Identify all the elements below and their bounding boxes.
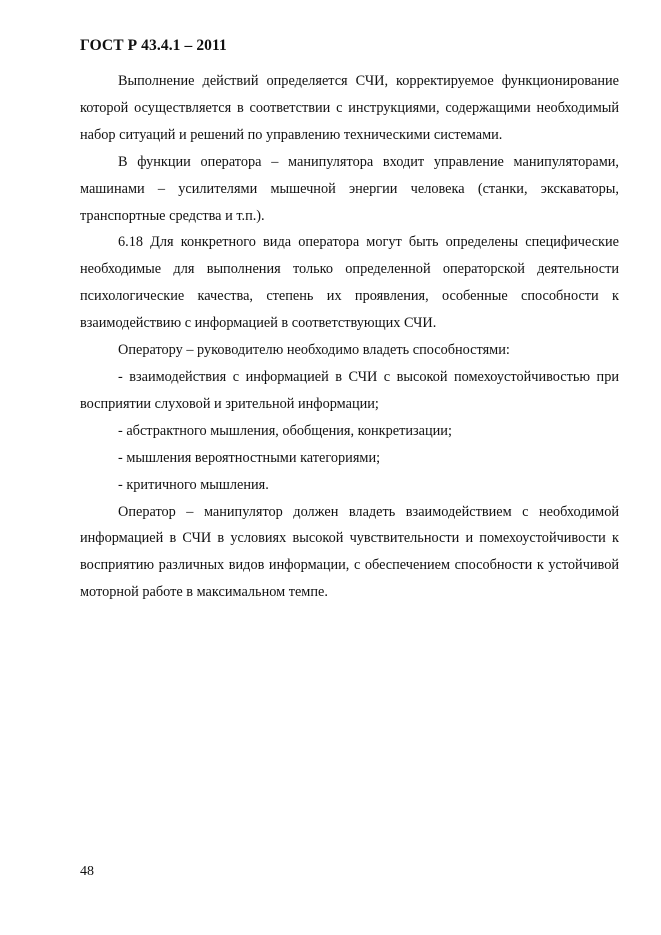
paragraph-1: Выполнение действий определяется СЧИ, корректируемое функционирование которой осуществляется в соответствии с инструкциями, содержащими необходимый набор ситуаций и решений по управлению техническими системами. xyxy=(80,73,619,143)
paragraph-5: Оператор – манипулятор должен владеть взаимодействием с необходимой информацией в СЧИ в условиях высокой чувствительности и помехоустойчивости к восприятию различных видов информации, с обеспечением способности к устойчивой моторной работе в максимальном темпе. xyxy=(80,503,619,601)
list-item-3: - мышления вероятностными категориями; xyxy=(118,449,381,466)
paragraph-2: В функции оператора – манипулятора входит управление манипуляторами, машинами – усилителями мышечной энергии человека (станки, экскаваторы, транспортные средства и т.п.). xyxy=(80,153,619,224)
paragraph-3: 6.18 Для конкретного вида оператора могут быть определены специфические необходимые для выполнения только определенной операторской деятельности психологические качества, степень их проявления, особенные способности к взаимодействию с информацией в соответствующих СЧИ. xyxy=(80,234,619,332)
page-number: 48 xyxy=(80,864,94,879)
document-body xyxy=(80,68,619,606)
document-header: ГОСТ Р 43.4.1 – 2011 xyxy=(80,37,227,54)
list-item-2: - абстрактного мышления, обобщения, конкретизации; xyxy=(118,422,452,439)
list-item-1: - взаимодействия с информацией в СЧИ с высокой помехоустойчивостью при восприятии слуховой и зрительной информации; xyxy=(80,368,619,412)
paragraph-4: Оператору – руководителю необходимо владеть способностями: xyxy=(118,342,510,359)
list-item-4: - критичного мышления. xyxy=(118,476,269,493)
